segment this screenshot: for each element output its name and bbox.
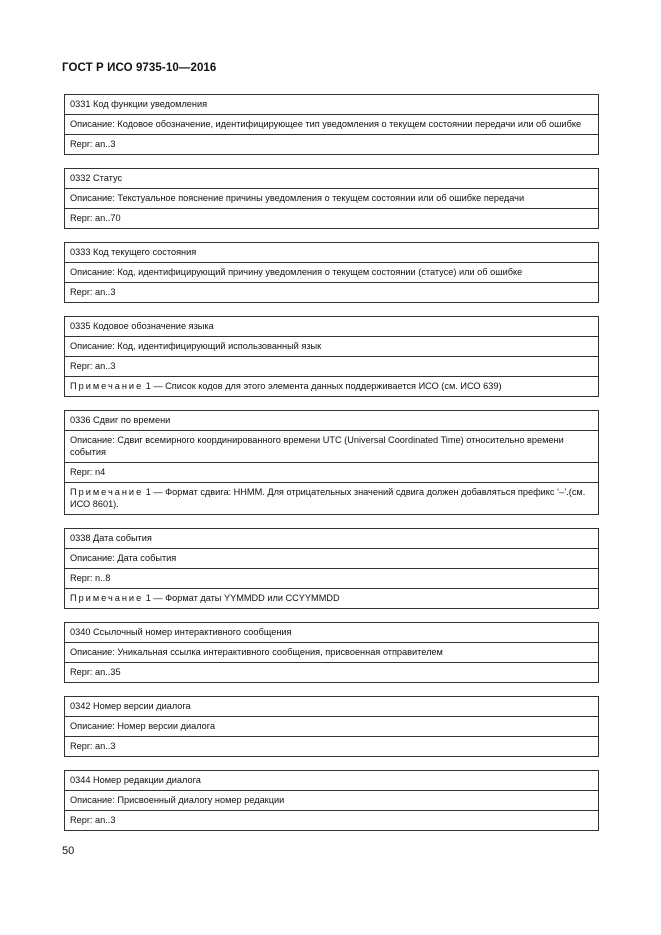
element-representation: Repr: an..70 <box>70 213 121 223</box>
element-description: Описание: Код, идентифицирующий причину уведомления о текущем состоянии (статусе) или об ошибке <box>65 263 598 283</box>
element-description: Описание: Код, идентифицирующий использованный язык <box>65 337 598 357</box>
data-element-table <box>64 94 599 155</box>
note-label: Примечание <box>70 487 144 497</box>
element-description: Описание: Сдвиг всемирного координированного времени UTC (Universal Coordinated Time) относительно времени события <box>65 431 598 463</box>
element-description: Описание: Присвоенный диалогу номер редакции <box>65 791 598 811</box>
data-element-table <box>64 696 599 757</box>
data-element-table <box>64 622 599 683</box>
element-description: Описание: Кодовое обозначение, идентифицирующее тип уведомления о текущем состоянии передачи или об ошибке <box>65 115 598 135</box>
element-representation: Repr: an..3 <box>70 287 116 297</box>
element-description: Описание: Дата события <box>65 549 598 569</box>
element-representation: Repr: n..8 <box>65 569 598 589</box>
element-note <box>65 589 598 608</box>
data-element-table <box>64 316 599 397</box>
element-representation: Repr: an..3 <box>70 139 116 149</box>
element-representation: Repr: an..3 <box>70 815 116 825</box>
data-element-table <box>64 770 599 831</box>
element-representation: Repr: an..35 <box>70 667 121 677</box>
element-note <box>65 483 598 514</box>
note-text: 1 — Формат даты YYMMDD или CCYYMMDD <box>143 593 340 603</box>
element-description: Описание: Номер версии диалога <box>65 717 598 737</box>
data-element-table <box>64 168 599 229</box>
element-title: 0331 Код функции уведомления <box>65 95 598 115</box>
element-representation: Repr: an..3 <box>70 741 116 751</box>
page-number: 50 <box>62 845 75 857</box>
element-title: 0344 Номер редакции диалога <box>65 771 598 791</box>
element-representation: Repr: an..3 <box>65 357 598 377</box>
document-header: ГОСТ Р ИСО 9735-10—2016 <box>62 62 217 74</box>
element-title: 0333 Код текущего состояния <box>65 243 598 263</box>
note-text: 1 — Список кодов для этого элемента данных поддерживается ИСО (см. ИСО 639) <box>143 381 502 391</box>
element-description: Описание: Текстуальное пояснение причины уведомления о текущем состоянии или об ошибке передачи <box>65 189 598 209</box>
element-title: 0342 Номер версии диалога <box>65 697 598 717</box>
data-element-table <box>64 528 599 609</box>
note-label: Примечание <box>70 381 144 391</box>
element-title: 0336 Сдвиг по времени <box>65 411 598 431</box>
data-element-table <box>64 410 599 515</box>
data-element-table <box>64 242 599 303</box>
element-title: 0335 Кодовое обозначение языка <box>65 317 598 337</box>
note-label: Примечание <box>70 593 144 603</box>
element-title: 0338 Дата события <box>65 529 598 549</box>
element-title: 0340 Ссылочный номер интерактивного сообщения <box>65 623 598 643</box>
element-description: Описание: Уникальная ссылка интерактивного сообщения, присвоенная отправителем <box>65 643 598 663</box>
element-representation: Repr: n4 <box>65 463 598 483</box>
note-text: 1 — Формат сдвига: HHMM. Для отрицательных значений сдвига должен добавляться префикс ‘–’.(см. ИСО 8601). <box>70 487 586 509</box>
element-title: 0332 Статус <box>65 169 598 189</box>
element-note <box>65 377 598 396</box>
data-element-tables <box>64 94 599 844</box>
